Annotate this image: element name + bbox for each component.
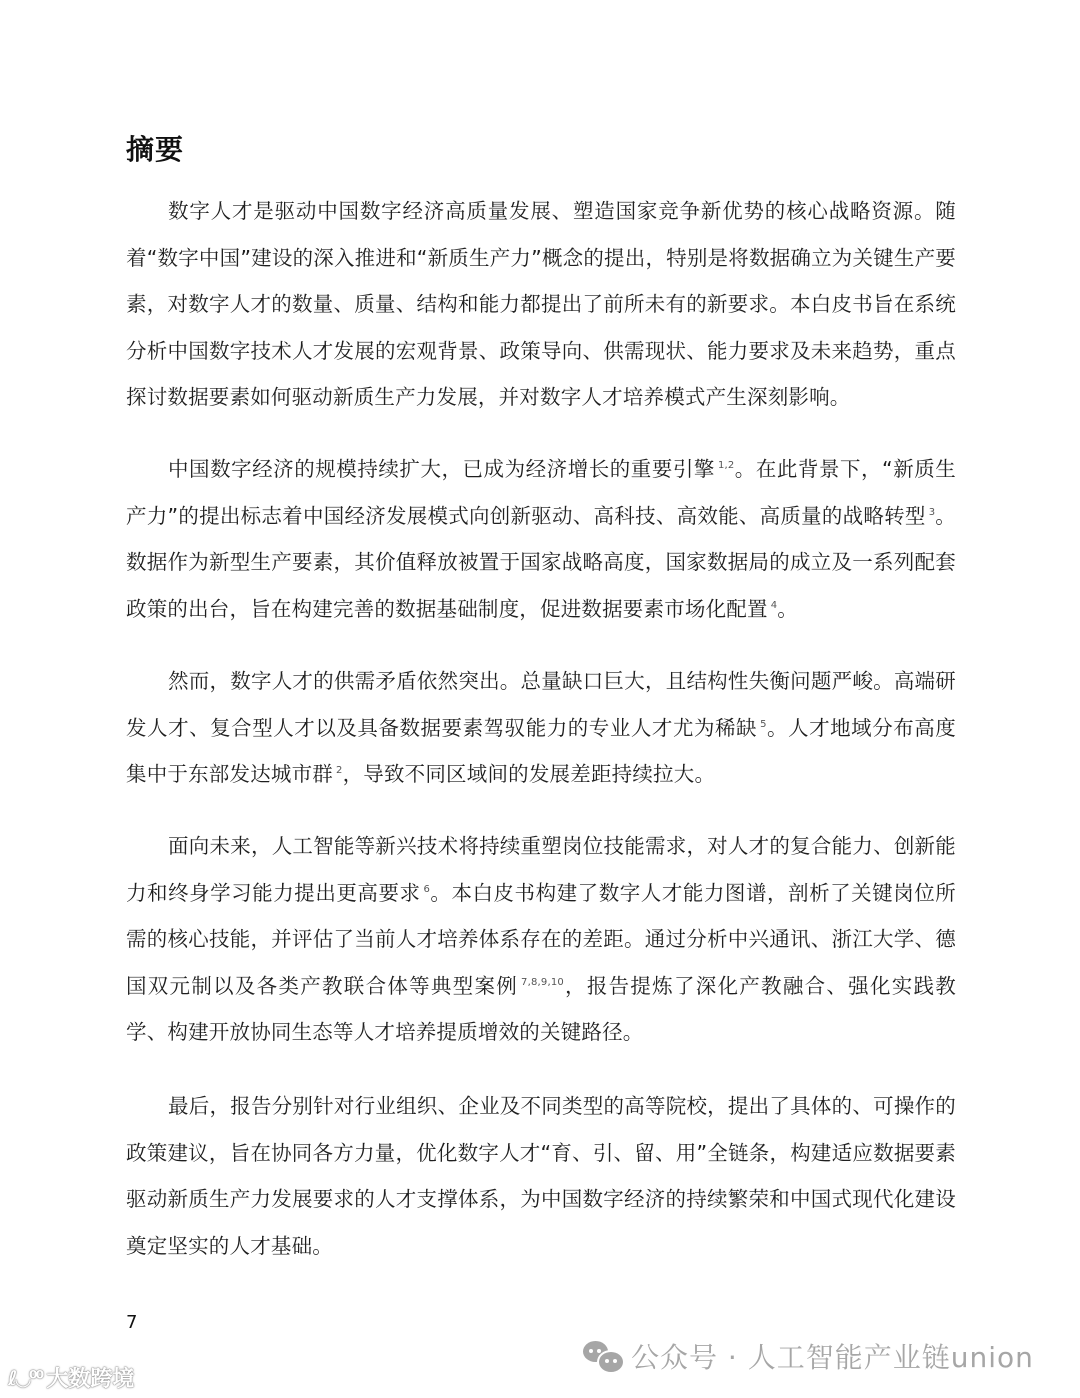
watermark-dashujujing [8,1362,134,1393]
footnote-ref[interactable]: 5 [760,718,767,730]
paragraph-text: ，导致不同区域间的发展差距持续拉大。 [342,762,716,786]
watermark-wechat [583,1336,1034,1376]
paragraph-text: 。 [777,596,798,621]
wechat-icon [583,1339,623,1373]
paragraph-3 [126,658,956,798]
page-title: 摘要 [126,133,185,166]
footnote-ref[interactable]: 6 [423,883,431,895]
paragraph-text: 最后，报告分别针对行业组织、企业及不同类型的高等院校，提出了具体的、可操作的政策建议，旨在协同各方力量，优化数字人才“育、引、留、用”全链条，构建适应数据要素驱动新质生产力发展要求的人才支撑体系，为中国数字经济的持续繁荣和中国式现代化建设奠定坚实的人才基础。 [126,1094,956,1258]
footnote-ref[interactable]: 1,2 [717,460,735,472]
footnote-ref[interactable]: 2 [336,765,343,777]
paragraph-text: ，报告提炼了深化产教融合、强化实践教学、构建开放协同生态等人才培养提质增效的关键路径。 [126,973,956,1044]
paragraph-5 [126,1083,956,1269]
paragraph-text: 数字人才是驱动中国数字经济高质量发展、塑造国家竞争新优势的核心战略资源。随着“数字中国”建设的深入推进和“新质生产力”概念的提出，特别是将数据确立为关键生产要素，对数字人才的数量、质量、结构和能力都提出了前所未有的新要求。本白皮书旨在系统分析中国数字技术人才发展的宏观背景、政策导向、供需现状、能力要求及未来趋势，重点探讨数据要素如何驱动新质生产力发展，并对数字人才培养模式产生深刻影响。 [126,199,956,409]
footnote-ref[interactable]: 3 [928,506,936,518]
paragraph-text: 。本白皮书构建了数字人才能力图谱，剖析了关键岗位所需的核心技能，并评估了当前人才培养体系存在的差距。通过分析中兴通讯、浙江大学、德国双元制以及各类产教联合体等典型案例 [126,880,956,998]
page-number: 7 [126,1312,138,1333]
watermark-text: 大数跨境 [46,1367,135,1392]
paragraph-1 [126,188,956,421]
paragraph-2 [126,446,956,632]
paragraph-text: 。数据作为新型生产要素，其价值释放被置于国家战略高度，国家数据局的成立及一系列配套政策的出台，旨在构建完善的数据基础制度，促进数据要素市场化配置 [126,503,957,621]
footnote-ref[interactable]: 7,8,9,10 [521,976,564,988]
paragraph-text: 然而，数字人才的供需矛盾依然突出。总量缺口巨大，且结构性失衡问题严峻。高端研发人才、复合型人才以及具备数据要素驾驭能力的专业人才尤为稀缺 [126,669,956,740]
paragraph-text: 中国数字经济的规模持续扩大，已成为经济增长的重要引擎 [168,457,715,481]
brand-logo-icon: ℓ◡⁰⁰ [8,1365,43,1390]
paragraph-text: 。人才地域分布高度集中于东部发达城市群 [126,715,957,786]
paragraph-text: 。在此背景下，“新质生产力”的提出标志着中国经济发展模式向创新驱动、高科技、高效能、高质量的战略转型 [126,457,956,528]
paragraph-text: 面向未来，人工智能等新兴技术将持续重塑岗位技能需求，对人才的复合能力、创新能力和终身学习能力提出更高要求 [126,834,956,905]
watermark-text: 公众号 · 人工智能产业链union [631,1341,1034,1374]
footnote-ref[interactable]: 4 [770,599,778,611]
paragraph-4 [126,823,956,1056]
